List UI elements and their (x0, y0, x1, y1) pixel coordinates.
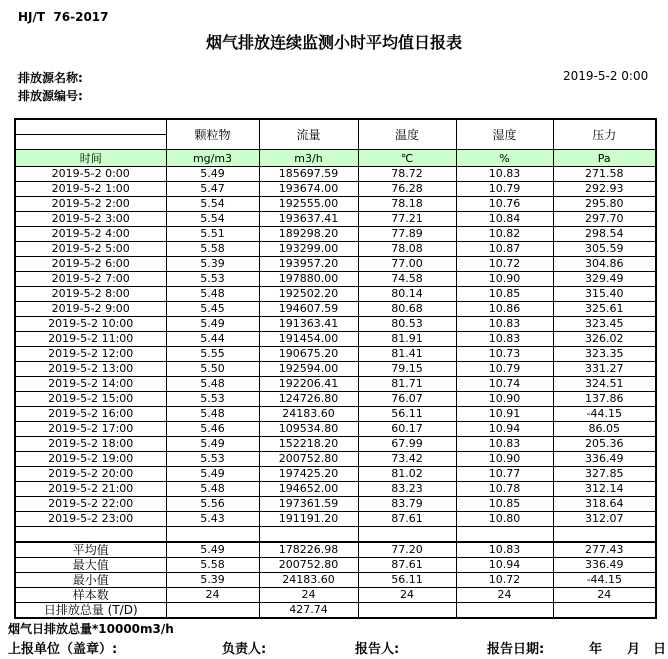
value-cell: 81.02 (358, 467, 456, 482)
value-cell: 86.05 (553, 422, 656, 437)
table-row (15, 512, 656, 527)
value-cell: 5.54 (166, 212, 259, 227)
time-cell: 2019-5-2 15:00 (15, 392, 166, 407)
value-cell: 80.68 (358, 302, 456, 317)
value-cell: 192206.41 (259, 377, 358, 392)
value-cell (166, 603, 259, 619)
value-cell: 87.61 (358, 558, 456, 573)
value-cell: 78.08 (358, 242, 456, 257)
value-cell: 74.58 (358, 272, 456, 287)
value-cell: 5.49 (166, 317, 259, 332)
value-cell: 10.91 (456, 407, 553, 422)
value-cell: 77.00 (358, 257, 456, 272)
value-cell: 5.48 (166, 377, 259, 392)
value-cell: 67.99 (358, 437, 456, 452)
footer-note: 烟气日排放总量*10000m3/h (8, 622, 174, 636)
value-cell: 10.74 (456, 377, 553, 392)
time-cell: 2019-5-2 9:00 (15, 302, 166, 317)
value-cell: 24183.60 (259, 407, 358, 422)
value-cell (553, 603, 656, 619)
unit-humidity: % (456, 150, 553, 167)
value-cell: 298.54 (553, 227, 656, 242)
value-cell: 190675.20 (259, 347, 358, 362)
summary-row (15, 542, 656, 558)
value-cell: 178226.98 (259, 542, 358, 558)
standard-number: HJ/T 76-2017 (18, 10, 109, 24)
time-cell: 2019-5-2 14:00 (15, 377, 166, 392)
source-name-label: 排放源名称: (18, 71, 83, 85)
value-cell: 318.64 (553, 497, 656, 512)
value-cell: 10.82 (456, 227, 553, 242)
value-cell: 5.44 (166, 332, 259, 347)
value-cell: 60.17 (358, 422, 456, 437)
value-cell: 5.45 (166, 302, 259, 317)
value-cell: 192502.20 (259, 287, 358, 302)
value-cell: 197880.00 (259, 272, 358, 287)
unit-temperature: ℃ (358, 150, 456, 167)
value-cell: 24 (456, 588, 553, 603)
value-cell: 77.89 (358, 227, 456, 242)
value-cell: 312.07 (553, 512, 656, 527)
column-header-humidity: 湿度 (456, 119, 553, 150)
time-cell: 2019-5-2 4:00 (15, 227, 166, 242)
time-cell (15, 527, 166, 543)
value-cell (358, 527, 456, 543)
value-cell: 192555.00 (259, 197, 358, 212)
value-cell: -44.15 (553, 407, 656, 422)
year-label: 年 (589, 642, 603, 657)
time-cell: 2019-5-2 21:00 (15, 482, 166, 497)
value-cell: 10.90 (456, 392, 553, 407)
blank-bottom-cell (16, 135, 166, 149)
column-header-pressure: 压力 (553, 119, 656, 150)
unit-particulate: mg/m3 (166, 150, 259, 167)
page-title: 烟气排放连续监测小时平均值日报表 (205, 33, 462, 52)
table-row (15, 377, 656, 392)
value-cell: 326.02 (553, 332, 656, 347)
value-cell: 323.45 (553, 317, 656, 332)
value-cell: 87.61 (358, 512, 456, 527)
value-cell: 305.59 (553, 242, 656, 257)
table-row (15, 257, 656, 272)
summary-row (15, 573, 656, 588)
value-cell: 10.72 (456, 573, 553, 588)
value-cell (456, 603, 553, 619)
value-cell: 5.53 (166, 392, 259, 407)
value-cell: 5.43 (166, 512, 259, 527)
value-cell: 10.85 (456, 497, 553, 512)
value-cell: 10.86 (456, 302, 553, 317)
value-cell: 10.87 (456, 242, 553, 257)
summary-body (15, 542, 656, 618)
time-cell: 2019-5-2 18:00 (15, 437, 166, 452)
table-row (15, 287, 656, 302)
value-cell: 10.90 (456, 452, 553, 467)
value-cell: 10.79 (456, 362, 553, 377)
responsible-person-label: 负责人: (222, 642, 267, 657)
table-row (15, 167, 656, 182)
value-cell: 10.73 (456, 347, 553, 362)
value-cell: 24 (358, 588, 456, 603)
time-cell: 2019-5-2 3:00 (15, 212, 166, 227)
table-row (15, 422, 656, 437)
report-datetime: 2019-5-2 0:00 (563, 69, 649, 83)
time-cell: 2019-5-2 7:00 (15, 272, 166, 287)
time-cell: 2019-5-2 10:00 (15, 317, 166, 332)
value-cell: 192594.00 (259, 362, 358, 377)
report-date-label: 报告日期: (487, 642, 545, 657)
value-cell: 10.83 (456, 437, 553, 452)
value-cell: 327.85 (553, 467, 656, 482)
value-cell: 137.86 (553, 392, 656, 407)
unit-pressure: Pa (553, 150, 656, 167)
table-row (15, 212, 656, 227)
time-cell: 2019-5-2 22:00 (15, 497, 166, 512)
pollutant-header-row (15, 119, 656, 150)
value-cell: 292.93 (553, 182, 656, 197)
summary-row (15, 558, 656, 573)
value-cell: 324.51 (553, 377, 656, 392)
value-cell: 297.70 (553, 212, 656, 227)
report-table (14, 118, 657, 619)
value-cell: 73.42 (358, 452, 456, 467)
table-row (15, 407, 656, 422)
value-cell: 79.15 (358, 362, 456, 377)
value-cell: 323.35 (553, 347, 656, 362)
value-cell: 80.14 (358, 287, 456, 302)
value-cell: -44.15 (553, 573, 656, 588)
value-cell: 315.40 (553, 287, 656, 302)
report-unit-label: 上报单位（盖章）: (8, 642, 118, 657)
value-cell: 80.53 (358, 317, 456, 332)
table-row (15, 182, 656, 197)
value-cell: 336.49 (553, 452, 656, 467)
value-cell: 24 (259, 588, 358, 603)
day-label: 日 (653, 642, 667, 657)
value-cell: 5.58 (166, 558, 259, 573)
value-cell: 76.07 (358, 392, 456, 407)
value-cell: 24183.60 (259, 573, 358, 588)
value-cell: 5.53 (166, 452, 259, 467)
value-cell: 10.78 (456, 482, 553, 497)
summary-label-cell: 日排放总量 (T/D) (15, 603, 166, 619)
value-cell: 189298.20 (259, 227, 358, 242)
table-row (15, 437, 656, 452)
table-row (15, 332, 656, 347)
table-row (15, 347, 656, 362)
value-cell: 5.53 (166, 272, 259, 287)
value-cell: 5.50 (166, 362, 259, 377)
column-header-particulate: 颗粒物 (166, 119, 259, 150)
unit-header-row (15, 150, 656, 167)
value-cell: 77.21 (358, 212, 456, 227)
value-cell: 77.20 (358, 542, 456, 558)
spacer-row (15, 527, 656, 543)
table-row (15, 227, 656, 242)
table-row (15, 197, 656, 212)
value-cell: 193674.00 (259, 182, 358, 197)
value-cell: 10.79 (456, 182, 553, 197)
value-cell: 200752.80 (259, 558, 358, 573)
time-header-cell: 时间 (15, 150, 166, 167)
value-cell (456, 527, 553, 543)
value-cell: 5.46 (166, 422, 259, 437)
time-cell: 2019-5-2 1:00 (15, 182, 166, 197)
value-cell: 56.11 (358, 407, 456, 422)
time-cell: 2019-5-2 19:00 (15, 452, 166, 467)
value-cell: 329.49 (553, 272, 656, 287)
value-cell: 5.49 (166, 437, 259, 452)
value-cell: 191191.20 (259, 512, 358, 527)
value-cell (553, 527, 656, 543)
value-cell: 109534.80 (259, 422, 358, 437)
month-label: 月 (627, 642, 641, 657)
value-cell: 5.54 (166, 197, 259, 212)
reporter-label: 报告人: (355, 642, 400, 657)
value-cell: 24 (166, 588, 259, 603)
value-cell: 295.80 (553, 197, 656, 212)
value-cell: 10.83 (456, 167, 553, 182)
value-cell: 194607.59 (259, 302, 358, 317)
time-cell: 2019-5-2 6:00 (15, 257, 166, 272)
value-cell: 5.49 (166, 467, 259, 482)
value-cell: 83.23 (358, 482, 456, 497)
data-rows-body (15, 167, 656, 543)
value-cell: 197361.59 (259, 497, 358, 512)
value-cell (358, 603, 456, 619)
value-cell: 10.94 (456, 558, 553, 573)
value-cell: 331.27 (553, 362, 656, 377)
unit-flow: m3/h (259, 150, 358, 167)
column-header-flow: 流量 (259, 119, 358, 150)
value-cell: 197425.20 (259, 467, 358, 482)
time-cell: 2019-5-2 12:00 (15, 347, 166, 362)
value-cell: 5.48 (166, 482, 259, 497)
value-cell: 427.74 (259, 603, 358, 619)
value-cell: 10.72 (456, 257, 553, 272)
time-cell: 2019-5-2 0:00 (15, 167, 166, 182)
value-cell: 10.90 (456, 272, 553, 287)
value-cell: 193957.20 (259, 257, 358, 272)
time-cell: 2019-5-2 11:00 (15, 332, 166, 347)
value-cell: 193637.41 (259, 212, 358, 227)
table-row (15, 272, 656, 287)
value-cell: 277.43 (553, 542, 656, 558)
value-cell: 56.11 (358, 573, 456, 588)
value-cell: 83.79 (358, 497, 456, 512)
value-cell: 10.83 (456, 542, 553, 558)
value-cell: 191363.41 (259, 317, 358, 332)
time-cell: 2019-5-2 2:00 (15, 197, 166, 212)
blank-top-cell (16, 120, 166, 135)
value-cell: 325.61 (553, 302, 656, 317)
value-cell: 185697.59 (259, 167, 358, 182)
value-cell: 10.76 (456, 197, 553, 212)
value-cell (166, 527, 259, 543)
value-cell: 304.86 (553, 257, 656, 272)
summary-label-cell: 最小值 (15, 573, 166, 588)
table-row (15, 317, 656, 332)
time-cell: 2019-5-2 17:00 (15, 422, 166, 437)
summary-label-cell: 最大值 (15, 558, 166, 573)
column-header-temperature: 温度 (358, 119, 456, 150)
value-cell: 10.77 (456, 467, 553, 482)
table-row (15, 362, 656, 377)
table-row (15, 467, 656, 482)
value-cell: 5.49 (166, 167, 259, 182)
time-cell: 2019-5-2 16:00 (15, 407, 166, 422)
source-code-label: 排放源编号: (18, 89, 83, 103)
value-cell: 5.58 (166, 242, 259, 257)
table-row (15, 242, 656, 257)
summary-label-cell: 样本数 (15, 588, 166, 603)
value-cell: 76.28 (358, 182, 456, 197)
value-cell: 124726.80 (259, 392, 358, 407)
time-cell: 2019-5-2 13:00 (15, 362, 166, 377)
table-row (15, 452, 656, 467)
blank-header-cell (15, 119, 166, 150)
value-cell: 191454.00 (259, 332, 358, 347)
summary-label-cell: 平均值 (15, 542, 166, 558)
value-cell: 5.47 (166, 182, 259, 197)
value-cell: 5.39 (166, 573, 259, 588)
value-cell: 205.36 (553, 437, 656, 452)
value-cell: 24 (553, 588, 656, 603)
value-cell: 81.91 (358, 332, 456, 347)
time-cell: 2019-5-2 8:00 (15, 287, 166, 302)
table-row (15, 302, 656, 317)
value-cell: 81.41 (358, 347, 456, 362)
value-cell: 5.51 (166, 227, 259, 242)
value-cell: 200752.80 (259, 452, 358, 467)
value-cell: 193299.00 (259, 242, 358, 257)
value-cell: 10.84 (456, 212, 553, 227)
summary-row (15, 588, 656, 603)
table-row (15, 392, 656, 407)
time-cell: 2019-5-2 5:00 (15, 242, 166, 257)
summary-row (15, 603, 656, 619)
table-row (15, 482, 656, 497)
value-cell: 5.48 (166, 407, 259, 422)
value-cell: 81.71 (358, 377, 456, 392)
value-cell: 5.49 (166, 542, 259, 558)
value-cell: 152218.20 (259, 437, 358, 452)
value-cell: 5.55 (166, 347, 259, 362)
value-cell (259, 527, 358, 543)
value-cell: 5.39 (166, 257, 259, 272)
value-cell: 5.56 (166, 497, 259, 512)
value-cell: 312.14 (553, 482, 656, 497)
value-cell: 10.85 (456, 287, 553, 302)
time-cell: 2019-5-2 23:00 (15, 512, 166, 527)
value-cell: 10.94 (456, 422, 553, 437)
value-cell: 10.83 (456, 332, 553, 347)
value-cell: 10.83 (456, 317, 553, 332)
value-cell: 271.58 (553, 167, 656, 182)
value-cell: 10.80 (456, 512, 553, 527)
value-cell: 78.18 (358, 197, 456, 212)
value-cell: 5.48 (166, 287, 259, 302)
value-cell: 336.49 (553, 558, 656, 573)
value-cell: 78.72 (358, 167, 456, 182)
time-cell: 2019-5-2 20:00 (15, 467, 166, 482)
value-cell: 194652.00 (259, 482, 358, 497)
table-row (15, 497, 656, 512)
